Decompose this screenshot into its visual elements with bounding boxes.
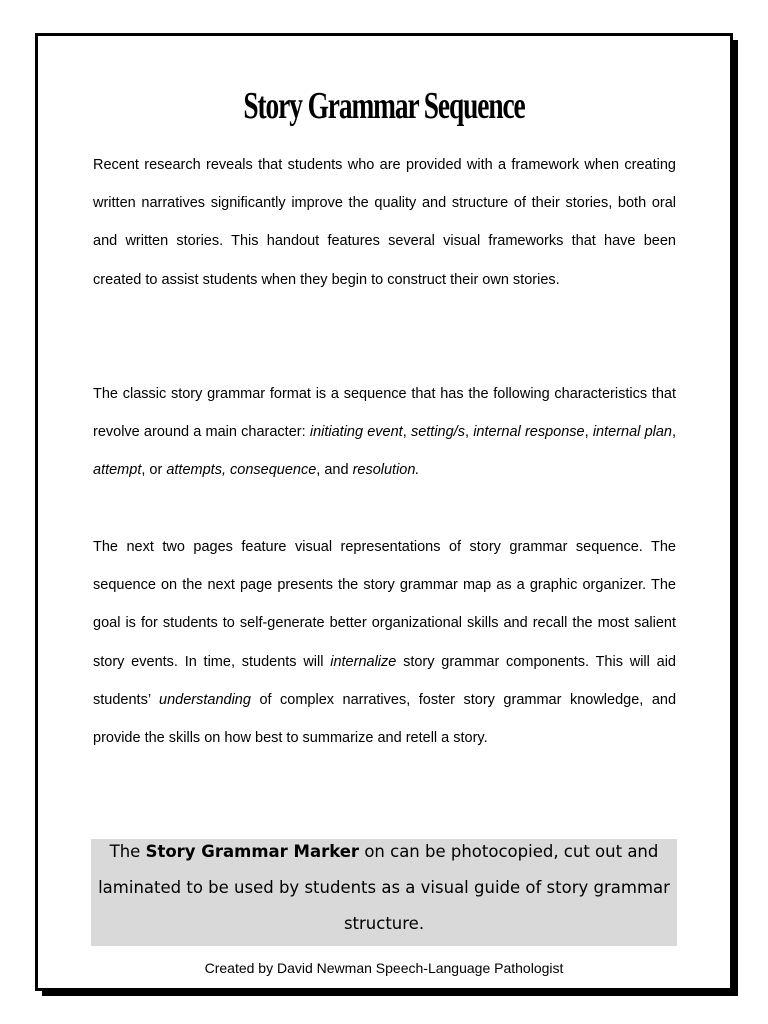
term-attempts: attempts, — [166, 462, 226, 479]
story-grammar-paragraph — [93, 375, 676, 490]
term-attempt: attempt — [93, 462, 142, 479]
separator: , — [584, 424, 593, 441]
page-title: Story Grammar Sequence — [243, 85, 525, 127]
note-prefix: The — [109, 842, 146, 861]
intro-paragraph: Recent research reveals that students who are provided with a framework when creating written narratives significantly improve the quality and structure of their stories, both oral and written stories. This handout features several visual frameworks that have been created to assist students when they begin to construct their own stories. — [93, 157, 676, 288]
separator: , — [672, 424, 677, 441]
paragraph-text: story grammar components. This will aid students’ — [93, 653, 676, 708]
paragraph-text: of complex narratives, foster story grammar knowledge, and provide the skills on how best to summarize and retell a story. — [93, 691, 677, 747]
term-initiating-event: initiating event — [309, 424, 403, 441]
term-internalize: internalize — [330, 653, 397, 670]
term-setting: setting/s — [410, 424, 465, 441]
visual-representations-paragraph — [93, 528, 676, 757]
paragraph-text: The next two pages feature visual representations of story grammar sequence. The sequence on the next page presents the story grammar map as a graphic organizer. The goal is for students to self-generate better organizational skills and recall the most salient story events. In time, students will — [93, 539, 676, 670]
separator: , and — [316, 462, 353, 479]
separator: , or — [141, 462, 167, 479]
separator: , — [464, 424, 474, 441]
term-consequence: consequence — [230, 462, 317, 479]
term-internal-response: internal response — [473, 424, 585, 441]
term-internal-plan: internal plan — [592, 424, 672, 441]
term-understanding: understanding — [159, 691, 251, 708]
term-resolution: resolution. — [352, 462, 420, 479]
note-suffix: on can be photocopied, cut out and laminated to be used by students as a visual guide of story grammar structure. — [98, 842, 670, 933]
paragraph-text: The classic story grammar format is a sequence that has the following characteristics that revolve around a main character: — [93, 386, 676, 441]
note-text — [91, 834, 677, 942]
story-grammar-marker-label: Story Grammar Marker — [145, 842, 360, 861]
separator: , — [402, 424, 411, 441]
author-credit: Created by David Newman Speech-Language Pathologist — [204, 960, 564, 976]
